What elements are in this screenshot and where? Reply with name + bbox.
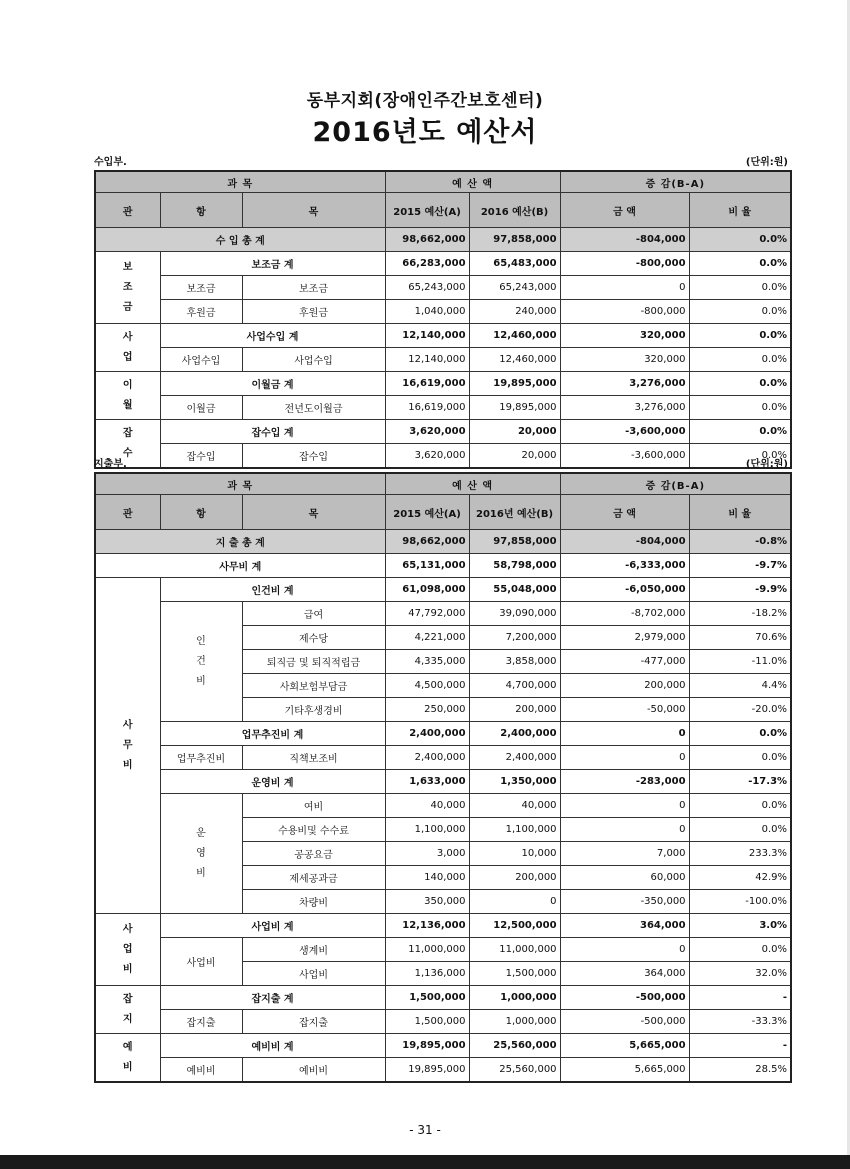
subtotal-label: 인건비 계	[160, 578, 385, 602]
page-number: - 31 -	[409, 1123, 441, 1137]
total-2016: 97,858,000	[469, 228, 560, 252]
hang-cell: 사업비	[160, 938, 242, 986]
subtotal-row	[95, 372, 791, 396]
subtotal-ratio: -	[689, 1034, 791, 1058]
value-2015: 3,620,000	[385, 444, 469, 469]
value-2016: 1,500,000	[469, 962, 560, 986]
value-diff: -3,600,000	[560, 444, 689, 469]
mok-cell: 사회보험부담금	[242, 674, 385, 698]
value-2015: 12,140,000	[385, 348, 469, 372]
hang-cell: 잡지출	[160, 1010, 242, 1034]
total-diff: -804,000	[560, 530, 689, 554]
value-ratio: 0.0%	[689, 818, 791, 842]
value-2016: 3,858,000	[469, 650, 560, 674]
value-diff: 5,665,000	[560, 1058, 689, 1083]
value-2015: 4,500,000	[385, 674, 469, 698]
subtotal-diff: -6,333,000	[560, 554, 689, 578]
subtotal-2015: 19,895,000	[385, 1034, 469, 1058]
subtotal-ratio: 0.0%	[689, 324, 791, 348]
value-diff: 7,000	[560, 842, 689, 866]
subtotal-row	[95, 986, 791, 1010]
gwan-cell: 잡 수	[95, 420, 160, 469]
hang-cell: 예비비	[160, 1058, 242, 1083]
subtotal-2015: 12,140,000	[385, 324, 469, 348]
gwan-cell: 사 무 비	[95, 578, 160, 914]
hang-cell: 사업수입	[160, 348, 242, 372]
header-change: 증 감(B-A)	[560, 473, 791, 495]
total-label: 지 출 총 계	[95, 530, 385, 554]
value-diff: 3,276,000	[560, 396, 689, 420]
subtotal-2015: 65,131,000	[385, 554, 469, 578]
subtotal-2015: 61,098,000	[385, 578, 469, 602]
mok-cell: 기타후생경비	[242, 698, 385, 722]
subtotal-diff: 0	[560, 722, 689, 746]
value-2015: 1,040,000	[385, 300, 469, 324]
mok-cell: 제수당	[242, 626, 385, 650]
value-ratio: 0.0%	[689, 396, 791, 420]
value-diff: 364,000	[560, 962, 689, 986]
mok-cell: 보조금	[242, 276, 385, 300]
mok-cell: 생계비	[242, 938, 385, 962]
subtotal-diff: 364,000	[560, 914, 689, 938]
table-row	[95, 602, 791, 626]
header-2015: 2015 예산(A)	[385, 495, 469, 530]
subtotal-label: 업무추진비 계	[160, 722, 385, 746]
value-diff: -800,000	[560, 300, 689, 324]
subtotal-diff: 3,276,000	[560, 372, 689, 396]
value-2016: 0	[469, 890, 560, 914]
total-diff: -804,000	[560, 228, 689, 252]
value-2015: 11,000,000	[385, 938, 469, 962]
value-2016: 200,000	[469, 698, 560, 722]
subtotal-diff: -283,000	[560, 770, 689, 794]
subtotal-label: 이월금 계	[160, 372, 385, 396]
value-ratio: -11.0%	[689, 650, 791, 674]
mok-cell: 공공요금	[242, 842, 385, 866]
value-2015: 4,221,000	[385, 626, 469, 650]
header-ratio: 비 율	[689, 495, 791, 530]
total-2016: 97,858,000	[469, 530, 560, 554]
mok-cell: 전년도이월금	[242, 396, 385, 420]
hang-cell: 이월금	[160, 396, 242, 420]
subtotal-2015: 1,500,000	[385, 986, 469, 1010]
subtotal-2016: 1,000,000	[469, 986, 560, 1010]
subtotal-2016: 2,400,000	[469, 722, 560, 746]
value-2016: 4,700,000	[469, 674, 560, 698]
value-2015: 47,792,000	[385, 602, 469, 626]
value-2016: 12,460,000	[469, 348, 560, 372]
value-2015: 140,000	[385, 866, 469, 890]
subtotal-2016: 25,560,000	[469, 1034, 560, 1058]
header-amount: 금 액	[560, 193, 689, 228]
mok-cell: 퇴직금 및 퇴직적립금	[242, 650, 385, 674]
subtotal-2016: 12,500,000	[469, 914, 560, 938]
value-ratio: 0.0%	[689, 444, 791, 469]
subtotal-row	[95, 252, 791, 276]
subtotal-row	[95, 324, 791, 348]
header-mok: 목	[242, 193, 385, 228]
value-ratio: 0.0%	[689, 300, 791, 324]
document-subtitle: 동부지회(장애인주간보호센터)	[306, 91, 544, 111]
header-amount: 금 액	[560, 495, 689, 530]
gwan-cell: 잡 지	[95, 986, 160, 1034]
expense-table	[94, 472, 792, 1083]
hang-cell: 보조금	[160, 276, 242, 300]
subtotal-label: 사업비 계	[160, 914, 385, 938]
subtotal-ratio: 0.0%	[689, 252, 791, 276]
value-2016: 1,100,000	[469, 818, 560, 842]
mok-cell: 사업비	[242, 962, 385, 986]
table-row	[95, 1058, 791, 1083]
hang-cell: 인 건 비	[160, 602, 242, 722]
subtotal-row	[95, 770, 791, 794]
value-2015: 16,619,000	[385, 396, 469, 420]
value-ratio: 0.0%	[689, 938, 791, 962]
subtotal-diff: -500,000	[560, 986, 689, 1010]
header-gwan: 관	[95, 193, 160, 228]
expense-header-row-1	[95, 473, 791, 495]
hang-cell: 업무추진비	[160, 746, 242, 770]
value-ratio: 0.0%	[689, 348, 791, 372]
subtotal-diff: -800,000	[560, 252, 689, 276]
value-ratio: 233.3%	[689, 842, 791, 866]
subtotal-row	[95, 914, 791, 938]
expense-section-label: 지출부.	[94, 459, 127, 470]
value-2016: 2,400,000	[469, 746, 560, 770]
table-row	[95, 938, 791, 962]
table-row	[95, 794, 791, 818]
document-title: 2016년도 예산서	[312, 117, 538, 148]
value-2015: 4,335,000	[385, 650, 469, 674]
income-header-row-1	[95, 171, 791, 193]
subtotal-2016: 65,483,000	[469, 252, 560, 276]
subtotal-label: 잡수입 계	[160, 420, 385, 444]
value-diff: -350,000	[560, 890, 689, 914]
value-2016: 11,000,000	[469, 938, 560, 962]
mok-cell: 예비비	[242, 1058, 385, 1083]
mok-cell: 차량비	[242, 890, 385, 914]
subtotal-ratio: -17.3%	[689, 770, 791, 794]
expense-unit-label: (단위:원)	[745, 459, 788, 470]
value-ratio: 0.0%	[689, 794, 791, 818]
value-2016: 200,000	[469, 866, 560, 890]
scan-edge-bottom	[0, 1155, 850, 1169]
subtotal-row	[95, 420, 791, 444]
header-hang: 항	[160, 495, 242, 530]
value-diff: 0	[560, 746, 689, 770]
header-2016: 2016년 예산(B)	[469, 495, 560, 530]
value-diff: 0	[560, 276, 689, 300]
value-ratio: 28.5%	[689, 1058, 791, 1083]
value-2015: 250,000	[385, 698, 469, 722]
mok-cell: 제세공과금	[242, 866, 385, 890]
value-2016: 7,200,000	[469, 626, 560, 650]
subtotal-2016: 20,000	[469, 420, 560, 444]
value-ratio: -33.3%	[689, 1010, 791, 1034]
value-2015: 1,136,000	[385, 962, 469, 986]
mok-cell: 후원금	[242, 300, 385, 324]
value-2015: 19,895,000	[385, 1058, 469, 1083]
subtotal-2015: 16,619,000	[385, 372, 469, 396]
subtotal-2016: 55,048,000	[469, 578, 560, 602]
header-budget: 예 산 액	[385, 473, 560, 495]
subtotal-label: 보조금 계	[160, 252, 385, 276]
expense-total-row	[95, 530, 791, 554]
value-2016: 40,000	[469, 794, 560, 818]
value-diff: 2,979,000	[560, 626, 689, 650]
total-ratio: 0.0%	[689, 228, 791, 252]
table-row	[95, 1010, 791, 1034]
hang-cell: 후원금	[160, 300, 242, 324]
mok-cell: 사업수입	[242, 348, 385, 372]
income-section-label: 수입부.	[94, 157, 127, 168]
value-2016: 1,000,000	[469, 1010, 560, 1034]
income-header-row-2	[95, 193, 791, 228]
value-diff: -50,000	[560, 698, 689, 722]
subtotal-ratio: -9.9%	[689, 578, 791, 602]
value-diff: 60,000	[560, 866, 689, 890]
value-ratio: 70.6%	[689, 626, 791, 650]
value-diff: -8,702,000	[560, 602, 689, 626]
subtotal-2015: 2,400,000	[385, 722, 469, 746]
value-diff: -477,000	[560, 650, 689, 674]
total-ratio: -0.8%	[689, 530, 791, 554]
table-row	[95, 444, 791, 469]
header-2016: 2016 예산(B)	[469, 193, 560, 228]
value-2016: 19,895,000	[469, 396, 560, 420]
value-ratio: 0.0%	[689, 276, 791, 300]
table-row	[95, 396, 791, 420]
subtotal-label: 잡지출 계	[160, 986, 385, 1010]
subtotal-2015: 12,136,000	[385, 914, 469, 938]
subtotal-label: 사무비 계	[95, 554, 385, 578]
value-diff: 0	[560, 794, 689, 818]
samubi-total-row	[95, 554, 791, 578]
subtotal-2016: 58,798,000	[469, 554, 560, 578]
subtotal-2015: 66,283,000	[385, 252, 469, 276]
value-ratio: -18.2%	[689, 602, 791, 626]
value-2015: 1,100,000	[385, 818, 469, 842]
header-mok: 목	[242, 495, 385, 530]
value-ratio: 0.0%	[689, 746, 791, 770]
subtotal-ratio: -	[689, 986, 791, 1010]
value-diff: 200,000	[560, 674, 689, 698]
subtotal-ratio: 3.0%	[689, 914, 791, 938]
hang-cell: 잡수입	[160, 444, 242, 469]
value-2016: 10,000	[469, 842, 560, 866]
subtotal-label: 운영비 계	[160, 770, 385, 794]
value-2015: 2,400,000	[385, 746, 469, 770]
income-total-row	[95, 228, 791, 252]
value-2015: 3,000	[385, 842, 469, 866]
subtotal-ratio: 0.0%	[689, 420, 791, 444]
subtotal-2016: 12,460,000	[469, 324, 560, 348]
value-2015: 40,000	[385, 794, 469, 818]
table-row	[95, 276, 791, 300]
value-2016: 39,090,000	[469, 602, 560, 626]
value-ratio: -100.0%	[689, 890, 791, 914]
value-2016: 65,243,000	[469, 276, 560, 300]
mok-cell: 급여	[242, 602, 385, 626]
subtotal-diff: -6,050,000	[560, 578, 689, 602]
subtotal-row	[95, 578, 791, 602]
mok-cell: 수용비및 수수료	[242, 818, 385, 842]
subtotal-diff: 320,000	[560, 324, 689, 348]
value-ratio: 4.4%	[689, 674, 791, 698]
total-2015: 98,662,000	[385, 228, 469, 252]
subtotal-label: 사업수입 계	[160, 324, 385, 348]
value-ratio: 32.0%	[689, 962, 791, 986]
value-ratio: -20.0%	[689, 698, 791, 722]
mok-cell: 잡지출	[242, 1010, 385, 1034]
subtotal-2016: 1,350,000	[469, 770, 560, 794]
value-2016: 25,560,000	[469, 1058, 560, 1083]
subtotal-ratio: -9.7%	[689, 554, 791, 578]
total-2015: 98,662,000	[385, 530, 469, 554]
header-hang: 항	[160, 193, 242, 228]
subtotal-label: 예비비 계	[160, 1034, 385, 1058]
value-diff: -500,000	[560, 1010, 689, 1034]
subtotal-ratio: 0.0%	[689, 722, 791, 746]
subtotal-row	[95, 722, 791, 746]
header-budget: 예 산 액	[385, 171, 560, 193]
subtotal-2015: 3,620,000	[385, 420, 469, 444]
total-label: 수 입 총 계	[95, 228, 385, 252]
subtotal-2016: 19,895,000	[469, 372, 560, 396]
table-row	[95, 300, 791, 324]
income-unit-label: (단위:원)	[745, 157, 788, 168]
header-change: 증 감(B-A)	[560, 171, 791, 193]
value-2015: 1,500,000	[385, 1010, 469, 1034]
hang-cell: 운 영 비	[160, 794, 242, 914]
table-row	[95, 746, 791, 770]
table-row	[95, 348, 791, 372]
value-2015: 65,243,000	[385, 276, 469, 300]
subtotal-diff: 5,665,000	[560, 1034, 689, 1058]
gwan-cell: 예 비	[95, 1034, 160, 1083]
value-ratio: 42.9%	[689, 866, 791, 890]
mok-cell: 직책보조비	[242, 746, 385, 770]
subtotal-row	[95, 1034, 791, 1058]
value-2015: 350,000	[385, 890, 469, 914]
value-diff: 0	[560, 938, 689, 962]
gwan-cell: 사 업	[95, 324, 160, 372]
income-table	[94, 170, 792, 469]
expense-header-row-2	[95, 495, 791, 530]
subtotal-ratio: 0.0%	[689, 372, 791, 396]
header-gwan: 관	[95, 495, 160, 530]
header-gwamok: 과 목	[95, 473, 385, 495]
value-diff: 0	[560, 818, 689, 842]
subtotal-2015: 1,633,000	[385, 770, 469, 794]
mok-cell: 잡수입	[242, 444, 385, 469]
gwan-cell: 보 조 금	[95, 252, 160, 324]
header-ratio: 비 율	[689, 193, 791, 228]
value-2016: 20,000	[469, 444, 560, 469]
mok-cell: 여비	[242, 794, 385, 818]
gwan-cell: 이 월	[95, 372, 160, 420]
subtotal-diff: -3,600,000	[560, 420, 689, 444]
gwan-cell: 사 업 비	[95, 914, 160, 986]
header-2015: 2015 예산(A)	[385, 193, 469, 228]
value-diff: 320,000	[560, 348, 689, 372]
value-2016: 240,000	[469, 300, 560, 324]
header-gwamok: 과 목	[95, 171, 385, 193]
